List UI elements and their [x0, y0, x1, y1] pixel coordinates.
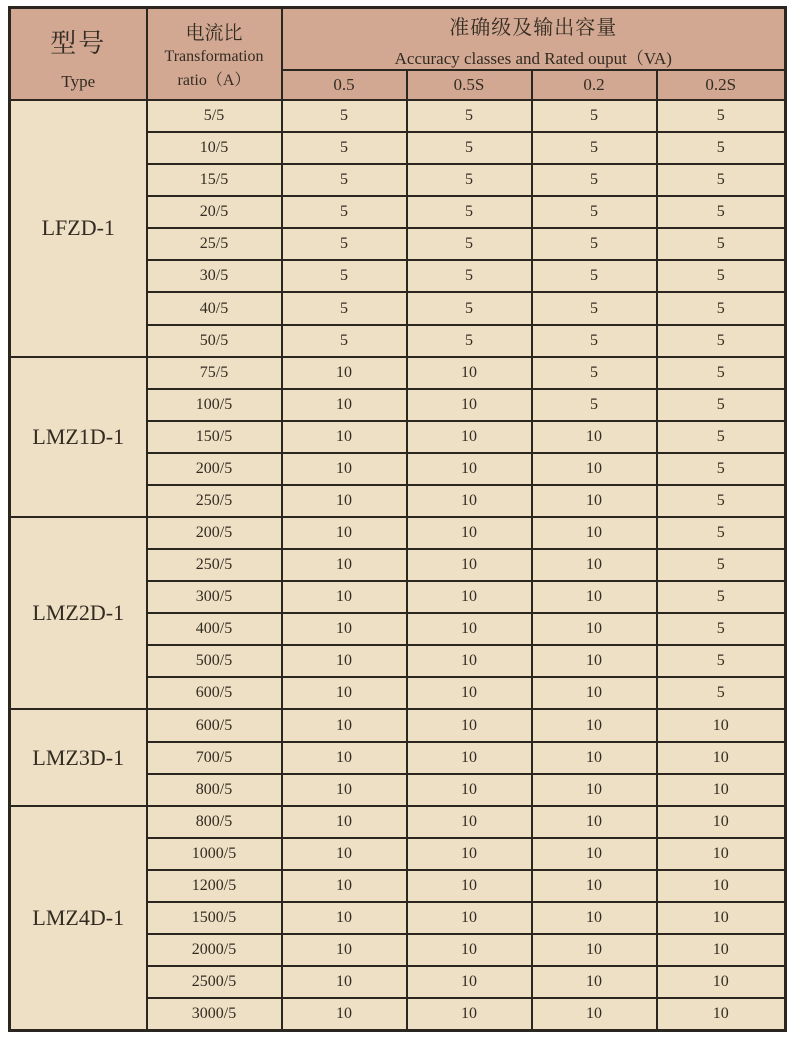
value-cell: 10: [657, 870, 786, 902]
header-ratio: [147, 8, 282, 101]
value-cell: 10: [407, 774, 532, 806]
value-cell: 10: [282, 774, 407, 806]
value-cell: 10: [282, 742, 407, 774]
value-cell: 10: [407, 613, 532, 645]
value-cell: 10: [657, 838, 786, 870]
header-ratio-en-line2: ratio（A）: [177, 71, 251, 89]
ratio-cell: 400/5: [147, 613, 282, 645]
value-cell: 10: [407, 453, 532, 485]
value-cell: 5: [657, 357, 786, 389]
value-cell: 5: [657, 100, 786, 132]
value-cell: 10: [657, 934, 786, 966]
ratio-cell: 2500/5: [147, 966, 282, 998]
value-cell: 10: [657, 742, 786, 774]
value-cell: 5: [657, 485, 786, 517]
value-cell: 10: [657, 902, 786, 934]
value-cell: 10: [532, 934, 657, 966]
ratio-cell: 10/5: [147, 132, 282, 164]
value-cell: 5: [657, 132, 786, 164]
value-cell: 5: [657, 260, 786, 292]
value-cell: 10: [532, 806, 657, 838]
value-cell: 10: [282, 806, 407, 838]
value-cell: 5: [657, 228, 786, 260]
value-cell: 5: [657, 164, 786, 196]
header-ratio-zh: 电流比: [185, 22, 243, 44]
value-cell: 10: [657, 709, 786, 741]
value-cell: 10: [282, 709, 407, 741]
value-cell: 5: [657, 549, 786, 581]
value-cell: 10: [407, 998, 532, 1030]
value-cell: 10: [282, 966, 407, 998]
value-cell: 10: [282, 902, 407, 934]
value-cell: 5: [532, 196, 657, 228]
header-type: [10, 8, 147, 101]
value-cell: 5: [407, 100, 532, 132]
value-cell: 10: [282, 645, 407, 677]
value-cell: 5: [282, 100, 407, 132]
value-cell: 10: [407, 389, 532, 421]
value-cell: 5: [657, 581, 786, 613]
header-type-zh: 型号: [50, 28, 107, 58]
ratio-cell: 5/5: [147, 100, 282, 132]
value-cell: 10: [532, 742, 657, 774]
value-cell: 10: [407, 838, 532, 870]
ratio-cell: 250/5: [147, 485, 282, 517]
value-cell: 10: [282, 389, 407, 421]
ratio-cell: 800/5: [147, 774, 282, 806]
value-cell: 10: [407, 549, 532, 581]
ratio-cell: 40/5: [147, 292, 282, 324]
value-cell: 5: [532, 132, 657, 164]
table-row: [10, 806, 786, 838]
value-cell: 5: [407, 292, 532, 324]
header-ratio-en-line1: Transformation: [164, 47, 264, 65]
value-cell: 5: [657, 613, 786, 645]
ratio-cell: 20/5: [147, 196, 282, 228]
value-cell: 5: [282, 325, 407, 357]
model-cell: LMZ2D-1: [10, 517, 147, 709]
value-cell: 5: [657, 389, 786, 421]
ratio-cell: 600/5: [147, 677, 282, 709]
value-cell: 10: [407, 902, 532, 934]
table-row: [10, 357, 786, 389]
value-cell: 10: [407, 421, 532, 453]
value-cell: 10: [407, 357, 532, 389]
table-row: [10, 709, 786, 741]
value-cell: 10: [282, 517, 407, 549]
ratio-cell: 600/5: [147, 709, 282, 741]
value-cell: 10: [282, 453, 407, 485]
value-cell: 10: [532, 709, 657, 741]
value-cell: 10: [657, 966, 786, 998]
value-cell: 5: [282, 260, 407, 292]
ratio-cell: 250/5: [147, 549, 282, 581]
value-cell: 5: [532, 164, 657, 196]
value-cell: 5: [532, 292, 657, 324]
ratio-cell: 75/5: [147, 357, 282, 389]
table-row: [10, 100, 786, 132]
ratio-cell: 15/5: [147, 164, 282, 196]
value-cell: 5: [657, 517, 786, 549]
value-cell: 10: [282, 581, 407, 613]
value-cell: 10: [407, 581, 532, 613]
value-cell: 5: [657, 196, 786, 228]
value-cell: 5: [657, 453, 786, 485]
value-cell: 10: [407, 645, 532, 677]
value-cell: 10: [532, 485, 657, 517]
model-cell: LMZ1D-1: [10, 357, 147, 517]
header-class-0_5s: 0.5S: [407, 70, 532, 100]
value-cell: 10: [532, 613, 657, 645]
value-cell: 10: [657, 998, 786, 1030]
header-class-0_2s: 0.2S: [657, 70, 786, 100]
ratio-cell: 1200/5: [147, 870, 282, 902]
value-cell: 5: [657, 421, 786, 453]
value-cell: 10: [657, 806, 786, 838]
value-cell: 10: [407, 742, 532, 774]
ratio-cell: 30/5: [147, 260, 282, 292]
value-cell: 10: [532, 902, 657, 934]
header-class-0_2: 0.2: [532, 70, 657, 100]
model-cell: LFZD-1: [10, 100, 147, 357]
table-body: [10, 100, 786, 1031]
ratio-cell: 500/5: [147, 645, 282, 677]
value-cell: 5: [532, 228, 657, 260]
model-cell: LMZ4D-1: [10, 806, 147, 1031]
ratio-cell: 100/5: [147, 389, 282, 421]
value-cell: 5: [657, 292, 786, 324]
value-cell: 10: [407, 709, 532, 741]
value-cell: 5: [407, 164, 532, 196]
value-cell: 5: [532, 389, 657, 421]
value-cell: 10: [532, 549, 657, 581]
ratio-cell: 25/5: [147, 228, 282, 260]
table-row: [10, 517, 786, 549]
value-cell: 10: [532, 421, 657, 453]
header-class-0_5: 0.5: [282, 70, 407, 100]
value-cell: 5: [282, 196, 407, 228]
ratio-cell: 1500/5: [147, 902, 282, 934]
value-cell: 10: [532, 677, 657, 709]
value-cell: 5: [407, 196, 532, 228]
value-cell: 10: [657, 774, 786, 806]
value-cell: 5: [282, 132, 407, 164]
value-cell: 5: [532, 357, 657, 389]
value-cell: 5: [407, 325, 532, 357]
model-cell: LMZ3D-1: [10, 709, 147, 805]
value-cell: 10: [407, 870, 532, 902]
value-cell: 10: [282, 934, 407, 966]
ct-specification-table: [8, 6, 787, 1032]
value-cell: 5: [532, 260, 657, 292]
value-cell: 10: [532, 966, 657, 998]
value-cell: 10: [282, 357, 407, 389]
value-cell: 10: [532, 998, 657, 1030]
value-cell: 10: [532, 517, 657, 549]
value-cell: 10: [532, 645, 657, 677]
ratio-cell: 700/5: [147, 742, 282, 774]
value-cell: 10: [407, 934, 532, 966]
ratio-cell: 800/5: [147, 806, 282, 838]
value-cell: 5: [532, 325, 657, 357]
value-cell: 10: [282, 838, 407, 870]
value-cell: 10: [282, 870, 407, 902]
value-cell: 5: [657, 677, 786, 709]
ratio-cell: 3000/5: [147, 998, 282, 1030]
header-accuracy-en: Accuracy classes and Rated ouput（VA): [394, 49, 672, 68]
ratio-cell: 300/5: [147, 581, 282, 613]
ratio-cell: 200/5: [147, 517, 282, 549]
ratio-cell: 50/5: [147, 325, 282, 357]
value-cell: 10: [532, 838, 657, 870]
value-cell: 5: [282, 228, 407, 260]
value-cell: 10: [407, 966, 532, 998]
value-cell: 5: [282, 292, 407, 324]
value-cell: 5: [407, 132, 532, 164]
value-cell: 5: [407, 228, 532, 260]
value-cell: 5: [532, 100, 657, 132]
ratio-cell: 200/5: [147, 453, 282, 485]
value-cell: 5: [657, 325, 786, 357]
value-cell: 10: [282, 485, 407, 517]
value-cell: 10: [532, 870, 657, 902]
value-cell: 10: [282, 613, 407, 645]
value-cell: 5: [407, 260, 532, 292]
value-cell: 10: [282, 677, 407, 709]
ratio-cell: 2000/5: [147, 934, 282, 966]
value-cell: 5: [282, 164, 407, 196]
value-cell: 10: [282, 421, 407, 453]
value-cell: 5: [657, 645, 786, 677]
value-cell: 10: [532, 774, 657, 806]
ratio-cell: 150/5: [147, 421, 282, 453]
header-accuracy: [282, 8, 786, 71]
ratio-cell: 1000/5: [147, 838, 282, 870]
value-cell: 10: [407, 677, 532, 709]
header-accuracy-zh: 准确级及输出容量: [449, 17, 618, 39]
header-type-en: Type: [61, 71, 96, 91]
table-header: [10, 8, 786, 101]
value-cell: 10: [407, 517, 532, 549]
value-cell: 10: [282, 998, 407, 1030]
value-cell: 10: [407, 806, 532, 838]
value-cell: 10: [532, 581, 657, 613]
value-cell: 10: [407, 485, 532, 517]
value-cell: 10: [282, 549, 407, 581]
value-cell: 10: [532, 453, 657, 485]
